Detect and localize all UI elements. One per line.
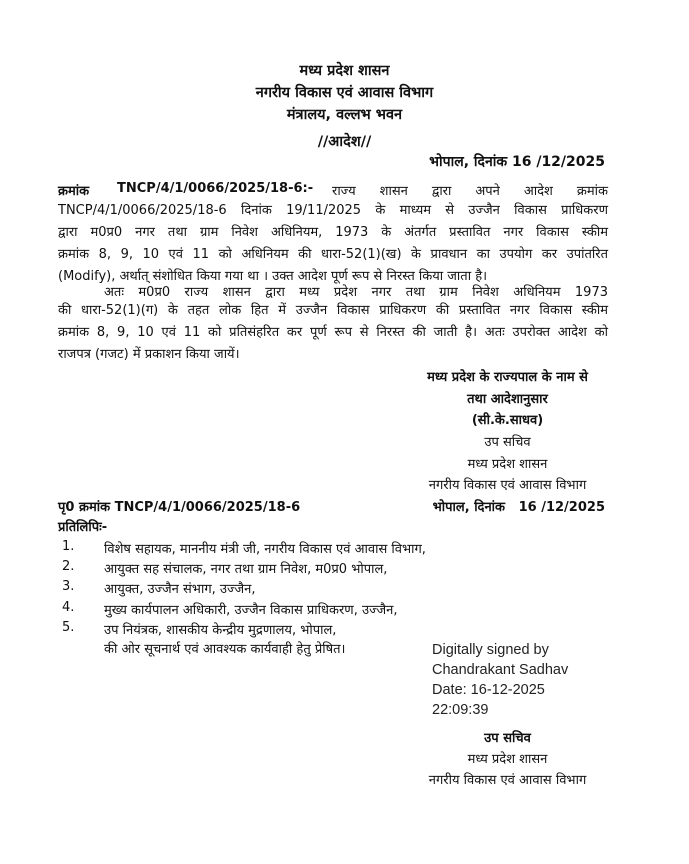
para1-line-5: (Modify), अर्थात् संशोधित किया गया था । उक्त आदेश पूर्ण रूप से निरस्त किया जाता है। [58,269,488,284]
signatory2-designation: उप सचिव [484,731,531,746]
copy-closing-line: की ओर सूचनार्थ एवं आवश्यक कार्यवाही हेतु प्रेषित। [104,642,346,657]
copy-item-text: आयुक्त, उज्जैन संभाग, उज्जैन, [104,582,256,597]
copy-item-number: 3. [62,579,75,594]
copy-place-date: भोपाल, दिनांक 16 /12/2025 [432,500,605,515]
order-number: TNCP/4/1/0066/2025/18-6:- [117,181,314,196]
signatory2-department: नगरीय विकास एवं आवास विभाग [428,773,587,788]
digital-signature [432,640,568,720]
digital-signature-signer: Chandrakant Sadhav [432,662,569,678]
para2-line-2: की धारा-52(1)(ग) के तहत लोक हित में उज्जैन विकास प्राधिकरण की प्रस्तावित नगर विकास स्कीम [58,303,608,318]
endorsement-number: पृ0 क्रमांक TNCP/4/1/0066/2025/18-6 [58,500,301,515]
para1-line-3: द्वारा म0प्र0 नगर तथा ग्राम निवेश अधिनियम, 1973 के अंतर्गत प्रस्तावित नगर विकास स्कीम [58,225,608,240]
digital-signature-date: Date: 16-12-2025 [432,682,545,698]
order-paragraph-2 [58,300,608,366]
govt-heading: मध्य प्रदेश शासन [299,63,390,79]
copy-item-number: 1. [62,539,75,554]
copy-item-text: विशेष सहायक, माननीय मंत्री जी, नगरीय विकास एवं आवास विभाग, [104,542,426,557]
copy-item-text: उप नियंत्रक, शासकीय केन्द्रीय मुद्रणालय, भोपाल, [104,623,337,638]
copy-item-text: मुख्य कार्यपालन अधिकारी, उज्जैन विकास प्राधिकरण, उज्जैन, [104,603,398,618]
signatory-department: नगरीय विकास एवं आवास विभाग [428,478,587,493]
order-title: //आदेश// [317,134,372,150]
copy-to-label: प्रतिलिपिः- [58,520,108,535]
para2-line-1: अतः म0प्र0 राज्य शासन द्वारा मध्य प्रदेश नगर तथा ग्राम निवेश अधिनियम 1973 [104,285,608,300]
para2-line-3: क्रमांक 8, 9, 10 एवं 11 को प्रतिसंहरित कर पूर्ण रूप से निरस्त की जाती है। अतः उपरोक्त आदेश को [58,325,608,340]
ministry-heading: मंत्रालय, वल्लभ भवन [286,107,403,123]
digital-signature-line: Digitally signed by [432,642,549,658]
signatory-order-line: तथा आदेशानुसार [467,392,548,407]
copy-item-text: आयुक्त सह संचालक, नगर तथा ग्राम निवेश, म0प्र0 भोपाल, [104,562,388,577]
copy-item-number: 2. [62,559,75,574]
order-paragraph-1 [58,200,608,288]
copy-item-number: 5. [62,620,75,635]
signatory-authority-line: मध्य प्रदेश के राज्यपाल के नाम से [427,370,588,385]
para1-line-1: राज्य शासन द्वारा अपने आदेश क्रमांक [332,184,608,199]
order-place-date: भोपाल, दिनांक 16 /12/2025 [429,154,605,170]
department-heading: नगरीय विकास एवं आवास विभाग [255,85,434,101]
copy-item-number: 4. [62,600,75,615]
signatory-govt: मध्य प्रदेश शासन [467,457,548,472]
para1-line-2: TNCP/4/1/0066/2025/18-6 दिनांक 19/11/2025 के माध्यम से उज्जैन विकास प्राधिकरण [58,203,608,218]
signatory2-govt: मध्य प्रदेश शासन [467,752,548,767]
para1-line-4: क्रमांक 8, 9, 10 एवं 11 को अधिनियम की धारा-52(1)(ख) के प्रावधान का उपयोग कर उपांतरित [58,247,608,262]
signatory-designation: उप सचिव [484,435,531,450]
signatory-name: (सी.के.साधव) [471,413,544,428]
para2-line-4: राजपत्र (गजट) में प्रकाशन किया जायें। [58,347,240,362]
digital-signature-time: 22:09:39 [432,702,489,718]
kramank-label: क्रमांक [58,184,90,199]
